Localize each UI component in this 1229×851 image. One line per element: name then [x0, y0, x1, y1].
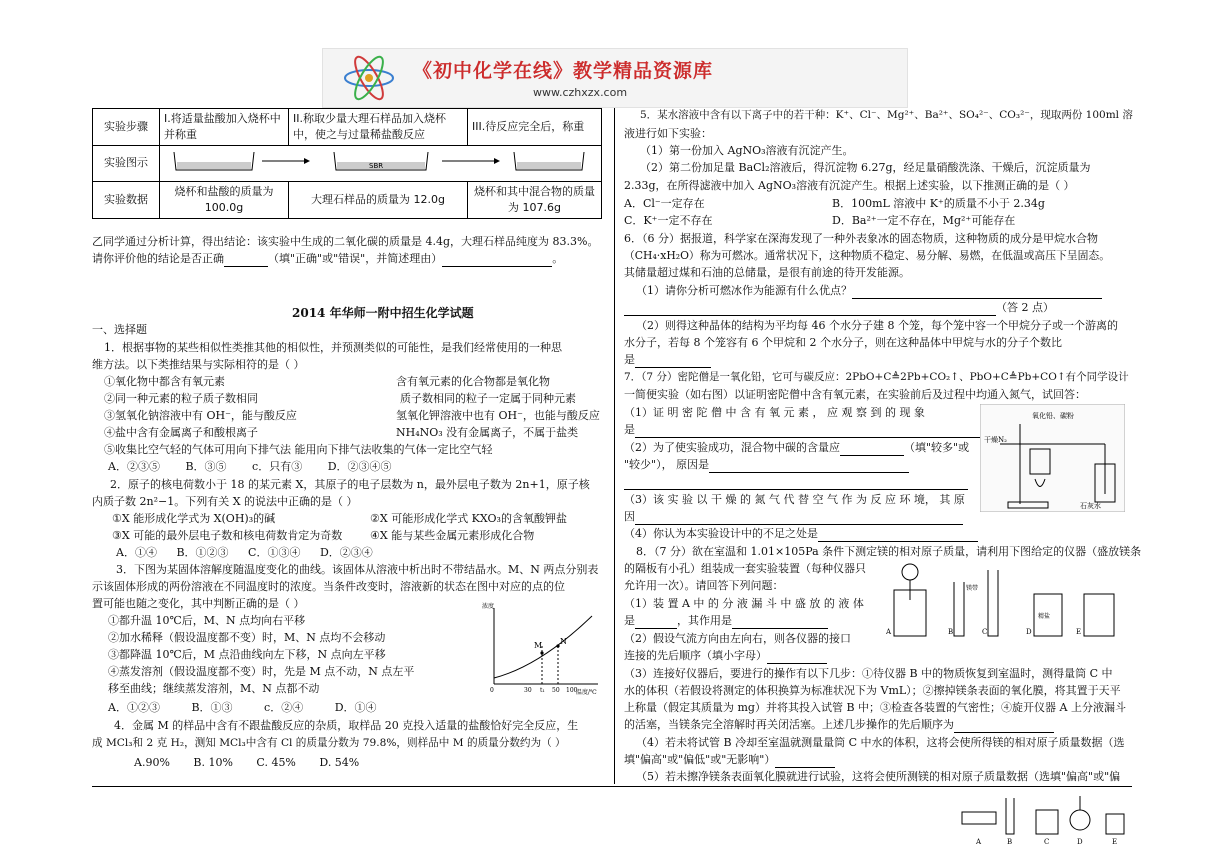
q4-stem: 4．金属 M 的样品中含有不跟盐酸反应的杂质，取样品 20 克投入适量的盐酸恰好完全反应，生 [114, 719, 579, 732]
q5-step: （1）第一份加入 AgNO₃溶液有沉淀产生。 [640, 144, 854, 157]
tick-label: 30 [524, 687, 532, 694]
answer-choice[interactable]: c．只有③ [252, 460, 303, 473]
question-text: 。 [552, 252, 564, 265]
q1-option: ④盐中含有金属离子和酸根离子 [104, 426, 258, 439]
answer-blank[interactable] [624, 489, 968, 490]
figure-label: B [948, 628, 954, 636]
answer-choice[interactable]: C．①③④ [248, 546, 301, 559]
figure-label: E [1112, 838, 1118, 846]
q8-part4: （4）若未将试管 B 冷却至室温就测量量筒 C 中水的体积，这将会使所得镁的相对原子质量数据（选 [636, 736, 1125, 749]
question-text: ，其作用是 [677, 614, 732, 627]
figure-label: A [976, 838, 982, 846]
q8-part3: （3）连接好仪器后，要进行的操作有以下几步：①待仪器 B 中的物质恢复到室温时，测得量筒 C 中 [624, 667, 1113, 680]
figure-label: 精盐 [1038, 613, 1051, 620]
question-text: 的活塞，当镁条完全溶解时再关闭活塞。上述几步操作的先后顺序为 [624, 718, 954, 731]
exam-title: 2014 年华师一附中招生化学试题 [292, 306, 474, 320]
q8-part3 [624, 717, 1054, 733]
q8-stem: 8．（7 分）欲在室温和 1.01×105Pa 条件下测定镁的相对原子质量，请利用下图给定的仪器（盛放镁条 [636, 545, 1142, 558]
solubility-curve [494, 616, 592, 678]
q2-answers [116, 545, 373, 561]
q2-option: ①X 能形成化学式为 X(OH)₃的碱 [112, 512, 276, 525]
q1-option: ⑤收集比空气轻的气体可用向下排气法 能用向下排气法收集的气体一定比空气轻 [104, 443, 493, 456]
answer-choice[interactable]: A．①④ [116, 546, 157, 559]
answer-choice[interactable]: B．③⑤ [185, 460, 227, 473]
figure-label: 干燥N₂ [984, 436, 1007, 444]
question-text: 填"偏高"或"偏低"或"无影响"） [624, 753, 776, 766]
table-cell: II.称取少量大理石样品加入烧杯中，使之与过量稀盐酸反应 [289, 109, 468, 146]
q3-stem: 置可能也随之变化，其中判断正确的是（ ） [92, 597, 305, 610]
q2-stem: 2．原子的核电荷数小于 18 的某元素 X，其原子的电子层数为 n，最外层电子数为 2n+1，原子核 [110, 478, 590, 491]
q6-part2: 水分子，若每 8 个笼容有 6 个甲烷和 2 个水分子，则在这种晶体中甲烷与水的分子个数比 [624, 336, 1062, 349]
q6-part2 [624, 352, 711, 368]
answer-choice[interactable]: C. 45% [256, 756, 296, 769]
figure-label: E [1076, 628, 1082, 636]
answer-choice[interactable]: B. 10% [193, 756, 233, 769]
q1-stem: 1．根据事物的某些相似性类推其他的相似性，并预测类似的可能性，是我们经常使用的一种思 [104, 341, 562, 354]
answer-blank[interactable] [635, 367, 711, 368]
q3-option: ④蒸发溶剂（假设温度都不变）时，先是 M 点不动，N 点左平 [108, 665, 415, 678]
answer-choice[interactable]: A．①②③ [108, 701, 160, 714]
answer-choice[interactable]: A.90% [134, 756, 170, 769]
answer-blank[interactable] [767, 663, 827, 664]
q7-part3 [624, 509, 963, 525]
question-text: （2）为了使实验成功，混合物中碳的含量应 [624, 441, 840, 454]
table-cell: 大理石样品的质量为 12.0g [289, 181, 468, 218]
q5-step: （2）第二份加足量 BaCl₂溶液后，得沉淀物 6.27g，经足量硝酸洗涤、干燥后，沉淀质量为 [640, 161, 1091, 174]
q4-stem: 成 MCl₃和 2 克 H₂，测知 MCl₃中含有 Cl 的质量分数为 79.8%，则样品中 M 的质量分数约为（ ） [92, 737, 566, 749]
question-text: 连接的先后顺序（填小字母） [624, 649, 767, 662]
q8-part3: 水的体积（若假设将测定的体积换算为标准状况下为 VmL）；②擦掉镁条表面的氧化膜，将其置于天平 [624, 684, 1121, 697]
q7-stem: 一简便实验（如右图）以证明密陀僧中含有氧元素，在实验前后及过程中均通入氮气，试回答： [624, 388, 1086, 401]
q3-option: ②加水稀释（假设温度都不变）时，M、N 点均不会移动 [108, 631, 386, 644]
table-cell-figure [160, 145, 602, 181]
table-cell: III.待反应完全后，称重 [468, 109, 602, 146]
question-text: 因 [624, 510, 635, 523]
answer-blank[interactable] [709, 472, 909, 473]
table-cell: 烧杯和盐酸的质量为100.0g [160, 181, 289, 218]
answer-blank[interactable] [732, 628, 828, 629]
banner-title: 《初中化学在线》教学精品资源库 [413, 60, 714, 82]
answer-blank[interactable] [818, 541, 978, 542]
q3-option: ①都升温 10℃后，M、N 点均向右平移 [108, 614, 306, 627]
q7-stem: 7．（7 分）密陀僧是一氧化铅，它可与碳反应：2PbO+C≜2Pb+CO₂↑、PbO+C≜Pb+CO↑有个同学设计 [624, 371, 1129, 383]
question-text: 是 [624, 353, 635, 366]
q5-stem: 5．某水溶液中含有以下离子中的若干种：K⁺、Cl⁻、Mg²⁺、Ba²⁺、SO₄²⁻、CO₃²⁻，现取两份 100ml 溶 [640, 109, 1133, 121]
q7-part4 [624, 526, 978, 542]
q7-part2-cont [624, 474, 968, 490]
conclusion-question [92, 251, 563, 267]
column-divider [614, 108, 615, 784]
answer-choice[interactable]: c．②④ [264, 701, 304, 714]
q7-part3: （3）该 实 验 以 干 燥 的 氮 气 代 替 空 气 作 为 反 应 环 境， 其 原 [624, 493, 965, 506]
q1-option: ②同一种元素的粒子质子数相同 [104, 392, 258, 405]
q1-answers [108, 459, 392, 475]
atom-logo-icon [341, 53, 397, 103]
q2-option: ③X 可能的最外层电子数和核电荷数肯定为奇数 [112, 529, 343, 542]
q8-part1 [624, 613, 828, 629]
apparatus-figure-q8 [886, 560, 1126, 642]
q8-stem: 允许用一次）。请回答下列问题： [624, 579, 784, 592]
q6-stem: （CH₄·xH₂O）称为可燃冰。通常状况下，这种物质不稳定、易分解、易燃，在低温或高压下呈固态。 [624, 249, 1110, 262]
answer-choice[interactable]: D．②③④⑤ [327, 460, 392, 473]
q6-part1-cont [624, 300, 1054, 316]
q7-part2 [624, 440, 969, 456]
figure-label: 石灰水 [1080, 502, 1101, 510]
row-label: 实验步骤 [93, 109, 160, 146]
q5-option[interactable]: C．K⁺一定不存在 [624, 214, 713, 227]
q3-answers [108, 700, 377, 716]
q7-part1 [624, 422, 980, 438]
question-text: 是 [624, 614, 635, 627]
figure-label: D [1026, 628, 1032, 636]
apparatus-figure-q7 [980, 404, 1125, 512]
solubility-graph [480, 600, 605, 696]
figure-label: C [1044, 838, 1050, 846]
question-text: "较少"）， 原因是 [624, 458, 710, 471]
tick-label: 0 [490, 687, 494, 694]
answer-choice[interactable]: D．①④ [334, 701, 377, 714]
q3-stem: 示该固体形成的两份溶液在不同温度时的浓度。当条件改变时，溶液新的状态在图中对应的点的位 [92, 580, 565, 593]
q6-part1 [636, 283, 1102, 299]
tick-label: 50 [552, 687, 560, 694]
banner-url: www.czhxzx.com [533, 86, 628, 99]
q1-option: ③氢氧化钠溶液中有 OH⁻，能与酸反应 [104, 409, 297, 422]
q1-option: 质子数相同的粒子一定属于同种元素 [400, 392, 576, 405]
q4-answers [134, 755, 359, 771]
row-label: 实验数据 [93, 181, 160, 218]
figure-label: A [886, 628, 892, 636]
answer-blank[interactable] [635, 437, 980, 438]
answer-blank[interactable] [442, 266, 552, 267]
tick-label: t₁ [540, 687, 545, 694]
x-axis-label: 温度/℃ [576, 689, 597, 696]
figure-label: 镁带 [966, 585, 979, 592]
answer-blank[interactable] [852, 298, 1102, 299]
sample-label: SBR [369, 161, 384, 170]
q5-option[interactable]: B．100mL 溶液中 K⁺的质量不小于 2.34g [832, 197, 1045, 210]
question-text: （填"较多"或 [904, 441, 970, 454]
q8-part2 [624, 648, 827, 664]
q8-part3: 上称量（假定其质量为 mg）并将其投入试管 B 中；③检查各装置的气密性；④旋开仪器 A 上分液漏斗 [624, 701, 1126, 714]
q3-stem: 3．下图为某固体溶解度随温度变化的曲线。该固体从溶液中析出时不带结晶水。M、N 两点分别表 [116, 563, 599, 576]
section-heading: 一、选择题 [92, 323, 147, 336]
q2-option: ④X 能与某些金属元素形成化合物 [370, 529, 535, 542]
q1-option: 氢氧化钾溶液中也有 OH⁻，也能与酸反应 [396, 409, 600, 422]
figure-label: B [1007, 838, 1013, 846]
q5-stem: 液进行如下实验： [624, 127, 712, 140]
answer-blank[interactable] [635, 524, 963, 525]
q1-option: ①氧化物中都含有氧元素 [104, 375, 225, 388]
answer-choice[interactable]: B．①②③ [176, 546, 229, 559]
figure-label: C [982, 628, 988, 636]
q6-part2: （2）则得这种晶体的结构为平均每 46 个水分子建 8 个笼，每个笼中容一个甲烷分子或一个游离的 [636, 319, 1118, 332]
table-row [93, 145, 602, 181]
q6-stem: 其储量超过煤和石油的总储量，是很有前途的待开发能源。 [624, 266, 910, 279]
row-label: 实验图示 [93, 145, 160, 181]
q1-stem: 维方法。以下类推结果与实际相符的是（ ） [92, 358, 305, 371]
figure-label: 氧化铅、碳粉 [1032, 412, 1074, 420]
bottom-rule [92, 786, 1132, 787]
apparatus-figure-bottom [958, 790, 1128, 848]
question-text: （填"正确"或"错误"，并简述理由） [268, 252, 443, 265]
tick-label: 100 [566, 687, 578, 694]
q2-option: ②X 可能形成化学式 KXO₃的含氧酸钾盐 [370, 512, 567, 525]
answer-blank[interactable] [775, 767, 835, 768]
header-banner [322, 48, 908, 108]
question-text: （4）你认为本实验设计中的不足之处是 [624, 527, 818, 540]
q7-part2 [624, 457, 909, 473]
table-cell: I.将适量盐酸加入烧杯中并称重 [160, 109, 289, 146]
point-m [540, 651, 543, 654]
q8-part5: （5）若未擦净镁条表面氧化膜就进行试验，这将会使所测镁的相对原子质量数据（选填"偏高"或"偏 [636, 770, 1121, 783]
q5-option[interactable]: D．Ba²⁺一定不存在，Mg²⁺可能存在 [832, 214, 1016, 227]
answer-blank[interactable] [624, 315, 996, 316]
answer-choice[interactable]: B．①③ [191, 701, 233, 714]
answer-choice[interactable]: A．②③⑤ [108, 460, 160, 473]
answer-blank[interactable] [954, 732, 1054, 733]
q5-option[interactable]: A．Cl⁻一定存在 [624, 197, 705, 210]
q1-option: NH₄NO₃ 没有金属离子，不属于盐类 [396, 426, 579, 439]
q6-stem: 6．（6 分）据报道，科学家在深海发现了一种外表象冰的固态物质，这种物质的成分是甲烷水合物 [624, 232, 1098, 245]
table-row [93, 181, 602, 218]
question-text: （答 2 点） [996, 301, 1054, 314]
q1-option: 含有氧元素的化合物都是氧化物 [396, 375, 550, 388]
q3-option: 移至曲线；继续蒸发溶剂，M、N 点都不动 [108, 682, 320, 695]
answer-blank[interactable] [224, 266, 268, 267]
q8-part4 [624, 752, 835, 768]
answer-choice[interactable]: D．②③④ [319, 546, 373, 559]
q2-stem: 内质子数 2n²−1。下列有关 X 的说法中正确的是（ ） [92, 495, 358, 508]
table-cell: 烧杯和其中混合物的质量为 107.6g [468, 181, 602, 218]
question-text: 是 [624, 423, 635, 436]
question-text: （1）请你分析可燃冰作为能源有什么优点？ [636, 284, 852, 297]
figure-label: D [1077, 838, 1083, 846]
answer-choice[interactable]: D. 54% [319, 756, 360, 769]
q8-stem: 的隔板有小孔）组装成一套实验装置（每种仪器只 [624, 562, 866, 575]
point-m-label: M [534, 641, 543, 650]
q7-part1: （1）证 明 密 陀 僧 中 含 有 氧 元 素 ， 应 观 察 到 的 现 象 [624, 406, 925, 419]
y-axis-label: 浓度 [482, 603, 495, 610]
conclusion-line: 乙同学通过分析计算，得出结论：该实验中生成的二氧化碳的质量是 4.4g，大理石样品纯度为 83.3%。 [92, 235, 599, 248]
question-text: 请你评价他的结论是否正确 [92, 252, 224, 265]
answer-blank[interactable] [635, 628, 677, 629]
experiment-table [92, 108, 602, 219]
q8-part2: （2）假设气流方向由左向右，则各仪器的接口 [624, 632, 851, 645]
table-row [93, 109, 602, 146]
q5-step: 2.33g，在所得滤液中加入 AgNO₃溶液有沉淀产生。根据上述实验，以下推测正确的是（ ） [624, 179, 1075, 192]
q3-option: ③都降温 10℃后，M 点沿曲线向左下移，N 点向左平移 [108, 648, 386, 661]
q8-part1: （1）装 置 A 中 的 分 液 漏 斗 中 盛 放 的 液 体 [624, 597, 864, 610]
point-n-label: N [560, 637, 567, 646]
answer-blank[interactable] [840, 455, 904, 456]
beaker-figure [164, 148, 594, 174]
